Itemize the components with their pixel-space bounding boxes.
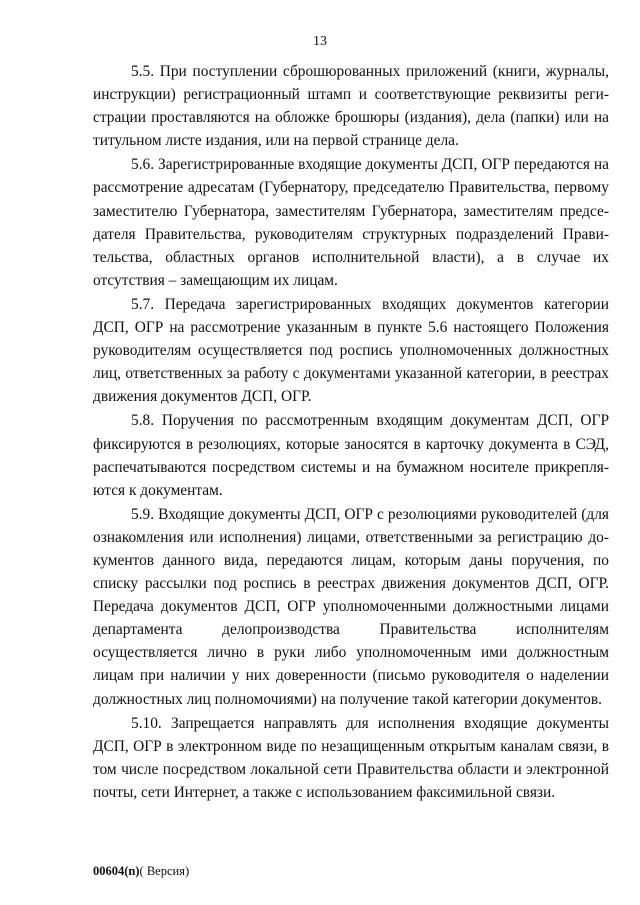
paragraph-5-6: 5.6. Зарегистрированные входящие документы ДСП, ОГР передаются на рассмотрение адресатам (Губернатору, председателю Правительства, первому заместителю Губернатора, заместителям Губернатора, заместителям председателя Правительства, руководителям структурных подразделений Правительства, областных органов исполнительной власти), а в случае их отсутствия – замещающим их лицам. bbox=[93, 156, 609, 289]
document-body bbox=[93, 60, 609, 805]
paragraph-5-10: 5.10. Запрещается направлять для исполнения входящие документы ДСП, ОГР в электронном виде по незащищенным открытым каналам связи, в том числе посредством локальной сети Правительства области и электронной почты, сети Интернет, а также с использованием факсимильной связи. bbox=[93, 714, 609, 801]
version-label: ( Версия) bbox=[139, 864, 190, 878]
paragraph-5-8: 5.8. Поручения по рассмотренным входящим документам ДСП, ОГР фиксируются в резолюциях, которые заносятся в карточку документа в СЭД, распечатываются посредством системы и на бумажном носителе прикрепляются к документам. bbox=[93, 412, 609, 499]
document-code: 00604(n) bbox=[93, 864, 140, 878]
page-number: 13 bbox=[313, 34, 327, 49]
paragraph-5-7: 5.7. Передача зарегистрированных входящих документов категории ДСП, ОГР на рассмотрение указанным в пункте 5.6 настоящего Положения руководителям осуществляется под роспись уполномоченных должностных лиц, ответственных за работу с документами указанной категории, в реестрах движения документов ДСП, ОГР. bbox=[93, 295, 609, 406]
paragraph-5-9: 5.9. Входящие документы ДСП, ОГР с резолюциями руководителей (для ознакомления или исполнения) лицами, ответственными за регистрацию документов данного вида, передаются лицам, которым даны поручения, по списку рассылки под роспись в реестрах движения документов ДСП, ОГР. Передача документов ДСП, ОГР уполномоченными должностными лицами департамента делопроизводства Правительства исполнителям осуществляется лично в руки либо уполномоченным ими должностным лицам при наличии у них доверенности (письмо руководителя о наделении должностных лиц полномочиями) на получение такой категории документов. bbox=[93, 505, 609, 708]
document-footer bbox=[93, 864, 189, 879]
paragraph-5-5: 5.5. При поступлении сброшюрованных приложений (книги, журналы, инструкции) регистрационный штамп и соответствующие реквизиты регистрации проставляются на обложке брошюры (издания), дела (папки) или на титульном листе издания, или на первой странице дела. bbox=[93, 63, 609, 150]
